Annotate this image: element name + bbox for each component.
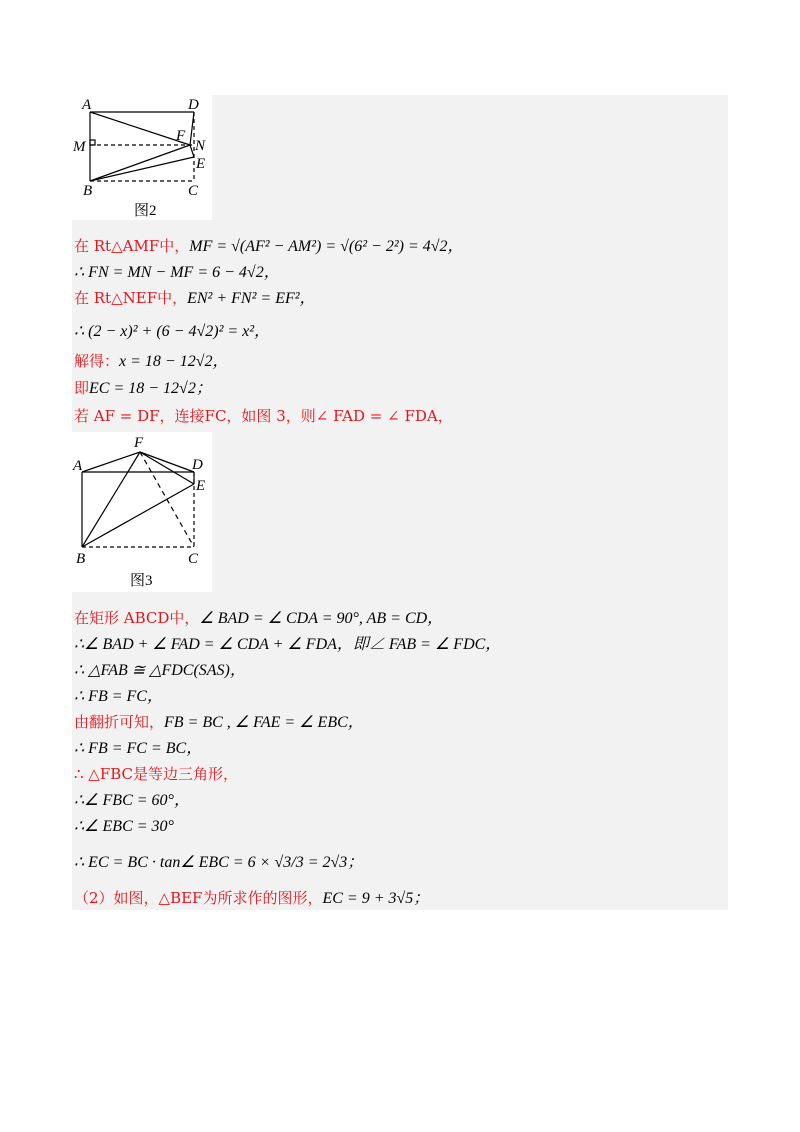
point-label-E3: E — [196, 478, 206, 494]
line-5-math: x = 18 − 12√2， — [119, 353, 229, 370]
line-15-math: ∴∠ FBC = 60°， — [74, 792, 190, 809]
line-18-math: EC = 9 + 3√5； — [322, 890, 430, 907]
line-7 — [74, 406, 453, 426]
line-14 — [74, 764, 238, 784]
line-3-math: EN² + FN² = EF²， — [187, 290, 316, 307]
line-5-label: 解得： — [74, 352, 120, 370]
line-17 — [74, 852, 363, 873]
line-4-math: ∴ (2 − x)² + (6 − 4√2)² = x²， — [74, 323, 271, 340]
point-label-N: N — [195, 138, 206, 154]
line-16-math: ∴∠ EBC = 30° — [74, 818, 174, 835]
line-7-label: 若 AF = DF，连接FC，如图 3，则∠ FAD = ∠ FDA， — [74, 407, 453, 425]
point-label-F3: F — [134, 435, 144, 451]
line-16 — [74, 816, 174, 837]
line-1-math: MF = √(AF² − AM²) = √(6² − 2²) = 4√2， — [189, 238, 464, 255]
line-13-math: ∴ FB = FC = BC， — [74, 740, 203, 757]
line-10-math: ∴ △FAB ≅ △FDC(SAS)， — [74, 662, 246, 679]
line-1 — [74, 236, 464, 257]
line-5 — [74, 351, 229, 372]
line-2-math: ∴ FN = MN − MF = 6 − 4√2， — [74, 264, 280, 281]
line-9-math: ∴∠ BAD + ∠ FAD = ∠ CDA + ∠ FDA，即∠ FAB = ∠ FDC， — [74, 636, 502, 653]
line-12-math: FB = BC , ∠ FAE = ∠ EBC， — [164, 714, 364, 731]
line-1-label: 在 Rt△AMF中， — [74, 237, 190, 255]
line-14-label: ∴ △FBC是等边三角形， — [74, 765, 239, 783]
line-6-math: EC = 18 − 12√2； — [89, 380, 212, 397]
line-13 — [74, 738, 202, 759]
line-12-label: 由翻折可知， — [74, 713, 165, 731]
line-6-label: 即 — [74, 379, 90, 397]
point-label-C3: C — [188, 551, 199, 567]
line-10 — [74, 660, 246, 681]
figure-3-caption: 图3 — [130, 573, 153, 589]
figure-2 — [72, 95, 212, 220]
figure-2-caption: 图2 — [134, 203, 157, 219]
line-4 — [74, 321, 270, 342]
point-label-E: E — [196, 156, 206, 172]
line-6 — [74, 378, 212, 399]
point-label-C: C — [188, 183, 199, 199]
line-2 — [74, 262, 280, 283]
point-label-A3: A — [73, 458, 83, 474]
line-18-label: （2）如图，△BEF为所求作的图形， — [74, 889, 323, 907]
line-11-math: ∴ FB = FC， — [74, 688, 163, 705]
point-label-B3: B — [76, 551, 86, 567]
line-11 — [74, 686, 163, 707]
point-label-F: F — [176, 128, 186, 144]
figure-2-diagram — [72, 95, 212, 220]
line-15 — [74, 790, 190, 811]
line-8-math: ∠ BAD = ∠ CDA = 90°, AB = CD， — [199, 610, 444, 627]
point-label-D: D — [188, 97, 199, 113]
line-3 — [74, 288, 316, 309]
point-label-M: M — [73, 139, 86, 155]
figure-3-diagram — [72, 432, 212, 592]
line-12 — [74, 712, 364, 733]
line-17-math: ∴ EC = BC · tan∠ EBC = 6 × √3/3 = 2√3； — [74, 854, 364, 871]
line-9 — [74, 634, 501, 655]
line-3-label: 在 Rt△NEF中， — [74, 289, 188, 307]
line-8 — [74, 608, 443, 629]
point-label-A: A — [82, 97, 92, 113]
figure-3 — [72, 432, 212, 592]
line-8-label: 在矩形 ABCD中， — [74, 609, 200, 627]
point-label-D3: D — [192, 457, 203, 473]
point-label-B: B — [83, 183, 93, 199]
line-18 — [74, 888, 429, 909]
